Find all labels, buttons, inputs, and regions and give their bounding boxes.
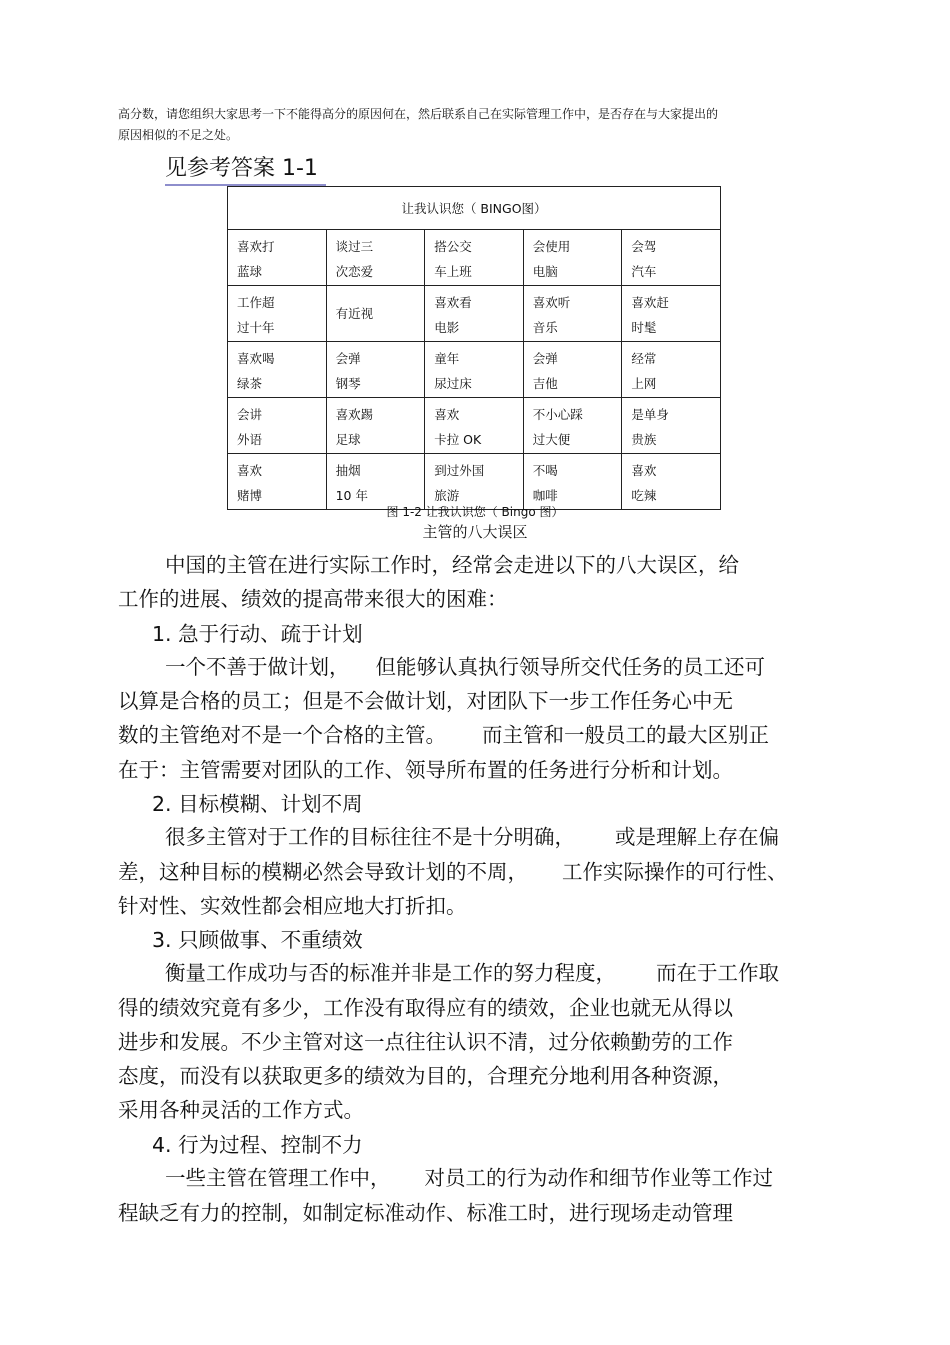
bingo-cell-text: 到过外国 bbox=[434, 463, 485, 478]
bingo-cell-text: 会使用 bbox=[532, 239, 571, 254]
bingo-cell-text: 经常 bbox=[631, 351, 657, 366]
bingo-cell-text: 绿茶 bbox=[237, 376, 263, 391]
bingo-cell-text: 喜欢 bbox=[631, 463, 657, 478]
bingo-cell bbox=[523, 342, 622, 398]
bingo-row bbox=[228, 230, 721, 286]
bingo-cell-text: 赌博 bbox=[237, 488, 263, 503]
bingo-cell bbox=[425, 454, 524, 510]
text-segment: 数的主管绝对不是一个合格的主管。 bbox=[118, 723, 446, 747]
heading-4: 4. 行为过程、控制不力 bbox=[152, 1133, 363, 1157]
bingo-cell-text: 喜欢喝 bbox=[237, 351, 275, 366]
bingo-cell bbox=[622, 230, 721, 286]
body-line: 采用各种灵活的工作方式。 bbox=[118, 1098, 364, 1122]
bingo-cell bbox=[425, 230, 524, 286]
bingo-cell-text: 会弹 bbox=[335, 351, 361, 366]
bingo-table bbox=[227, 186, 721, 510]
section-title: 主管的八大误区 bbox=[422, 523, 528, 541]
bingo-cell-text: 电脑 bbox=[532, 264, 558, 279]
bingo-cell-text: 抽烟 bbox=[335, 463, 361, 478]
bingo-cell-text: 喜欢 bbox=[434, 407, 460, 422]
reference-answer-link[interactable]: 见参考答案 1-1 bbox=[165, 154, 326, 186]
body-line: 进步和发展。不少主管对这一点往往认识不清，过分依赖勤劳的工作 bbox=[118, 1030, 733, 1054]
bingo-cell-text: 会驾 bbox=[631, 239, 657, 254]
bingo-cell bbox=[622, 454, 721, 510]
intro-line-1: 高分数，请您组织大家思考一下不能得高分的原因何在，然后联系自己在实际管理工作中，是否存在与大家提出的 bbox=[118, 107, 719, 121]
bingo-cell bbox=[523, 454, 622, 510]
text-segment: 或是理解上存在偏 bbox=[615, 825, 779, 849]
figure-caption: 图 1-2 让我认识您（ Bingo 图） bbox=[386, 505, 564, 519]
body-line bbox=[165, 958, 779, 988]
bingo-cell-text: 喜欢 bbox=[237, 463, 263, 478]
bingo-row bbox=[228, 398, 721, 454]
bingo-title: 让我认识您（ BINGO图） bbox=[228, 187, 721, 230]
text-segment: 差，这种目标的模糊必然会导致计划的不周， bbox=[118, 860, 528, 884]
bingo-cell-text: 喜欢打 bbox=[237, 239, 275, 254]
body-line bbox=[165, 652, 765, 682]
bingo-cell bbox=[228, 398, 327, 454]
bingo-cell-text: 外语 bbox=[237, 432, 263, 447]
heading-3: 3. 只顾做事、不重绩效 bbox=[152, 928, 363, 952]
bingo-cell-text: 过大便 bbox=[532, 432, 571, 447]
bingo-cell bbox=[228, 230, 327, 286]
bingo-cell bbox=[622, 398, 721, 454]
bingo-cell bbox=[326, 286, 425, 342]
text-segment: 工作实际操作的可行性、 bbox=[562, 860, 788, 884]
bingo-cell-text: 车上班 bbox=[434, 264, 472, 279]
bingo-cell-text: 不小心踩 bbox=[532, 407, 583, 422]
bingo-cell bbox=[622, 286, 721, 342]
bingo-cell bbox=[228, 454, 327, 510]
bingo-cell-text: 工作超 bbox=[237, 295, 275, 310]
bingo-cell-text: 吃辣 bbox=[631, 488, 657, 503]
bingo-cell-text: 汽车 bbox=[631, 264, 657, 279]
heading-2: 2. 目标模糊、计划不周 bbox=[152, 792, 363, 816]
bingo-cell-text: 卡拉 OK bbox=[434, 432, 482, 447]
bingo-cell-text: 喜欢赶 bbox=[631, 295, 669, 310]
bingo-cell bbox=[228, 286, 327, 342]
body-line: 针对性、实效性都会相应地大打折扣。 bbox=[118, 894, 467, 918]
bingo-row bbox=[228, 454, 721, 510]
bingo-cell-text: 不喝 bbox=[532, 463, 558, 478]
bingo-cell bbox=[326, 230, 425, 286]
body-line: 中国的主管在进行实际工作时，经常会走进以下的八大误区，给 bbox=[165, 553, 739, 577]
heading-1: 1. 急于行动、疏于计划 bbox=[152, 622, 363, 646]
body-line: 以算是合格的员工；但是不会做计划，对团队下一步工作任务心中无 bbox=[118, 689, 733, 713]
body-line: 得的绩效究竟有多少，工作没有取得应有的绩效，企业也就无从得以 bbox=[118, 996, 733, 1020]
bingo-cell-text: 足球 bbox=[335, 432, 361, 447]
bingo-cell-text: 过十年 bbox=[237, 320, 275, 335]
bingo-cell-text: 时髦 bbox=[631, 320, 657, 335]
bingo-cell bbox=[228, 342, 327, 398]
bingo-cell-text: 是单身 bbox=[631, 407, 669, 422]
body-line: 工作的进展、绩效的提高带来很大的困难： bbox=[118, 587, 508, 611]
text-segment: 一个不善于做计划， bbox=[165, 655, 350, 679]
body-line: 态度，而没有以获取更多的绩效为目的，合理充分地利用各种资源， bbox=[118, 1064, 733, 1088]
bingo-cell bbox=[425, 398, 524, 454]
text-segment: 对员工的行为动作和细节作业等工作过 bbox=[424, 1166, 773, 1190]
bingo-cell-text: 会讲 bbox=[237, 407, 263, 422]
bingo-row bbox=[228, 286, 721, 342]
text-segment: 而在于工作取 bbox=[656, 961, 779, 985]
body-line bbox=[118, 720, 769, 750]
bingo-cell-text: 会弹 bbox=[532, 351, 558, 366]
body-line bbox=[165, 1163, 773, 1193]
bingo-cell-text: 喜欢踢 bbox=[335, 407, 374, 422]
body-line: 在于：主管需要对团队的工作、领导所布置的任务进行分析和计划。 bbox=[118, 758, 733, 782]
bingo-cell bbox=[523, 398, 622, 454]
bingo-cell-text: 钢琴 bbox=[335, 376, 361, 391]
bingo-cell-text: 上网 bbox=[631, 376, 657, 391]
bingo-cell bbox=[425, 342, 524, 398]
bingo-cell-text: 童年 bbox=[434, 351, 460, 366]
bingo-cell-text: 喜欢听 bbox=[532, 295, 571, 310]
text-segment: 一些主管在管理工作中， bbox=[165, 1166, 391, 1190]
bingo-cell bbox=[622, 342, 721, 398]
bingo-cell-text: 吉他 bbox=[532, 376, 558, 391]
bingo-cell-text: 贵族 bbox=[631, 432, 657, 447]
bingo-cell bbox=[425, 286, 524, 342]
intro-line-2: 原因相似的不足之处。 bbox=[118, 128, 239, 142]
body-line bbox=[118, 857, 788, 887]
bingo-row bbox=[228, 342, 721, 398]
bingo-cell-text: 10 年 bbox=[335, 488, 368, 503]
bingo-cell-text: 蓝球 bbox=[237, 264, 263, 279]
bingo-cell-text: 搭公交 bbox=[434, 239, 472, 254]
bingo-cell-text: 电影 bbox=[434, 320, 460, 335]
text-segment: 而主管和一般员工的最大区别正 bbox=[482, 723, 769, 747]
bingo-cell-text: 咖啡 bbox=[532, 488, 558, 503]
bingo-cell bbox=[523, 286, 622, 342]
text-segment: 但能够认真执行领导所交代任务的员工还可 bbox=[375, 655, 765, 679]
body-line: 程缺乏有力的控制，如制定标准动作、标准工时，进行现场走动管理 bbox=[118, 1201, 733, 1225]
bingo-cell bbox=[326, 342, 425, 398]
bingo-cell-text: 喜欢看 bbox=[434, 295, 472, 310]
bingo-cell bbox=[523, 230, 622, 286]
bingo-cell-text: 尿过床 bbox=[434, 376, 472, 391]
bingo-cell-text: 谈过三 bbox=[335, 239, 374, 254]
text-segment: 衡量工作成功与否的标准并非是工作的努力程度， bbox=[165, 961, 616, 985]
bingo-cell bbox=[326, 398, 425, 454]
bingo-cell-text: 次恋爱 bbox=[335, 264, 374, 279]
text-segment: 很多主管对于工作的目标往往不是十分明确， bbox=[165, 825, 575, 849]
bingo-cell-text: 音乐 bbox=[532, 320, 558, 335]
bingo-cell bbox=[326, 454, 425, 510]
bingo-cell-text: 旅游 bbox=[434, 488, 460, 503]
body-line bbox=[165, 822, 779, 852]
bingo-cell-text: 有近视 bbox=[335, 306, 374, 321]
